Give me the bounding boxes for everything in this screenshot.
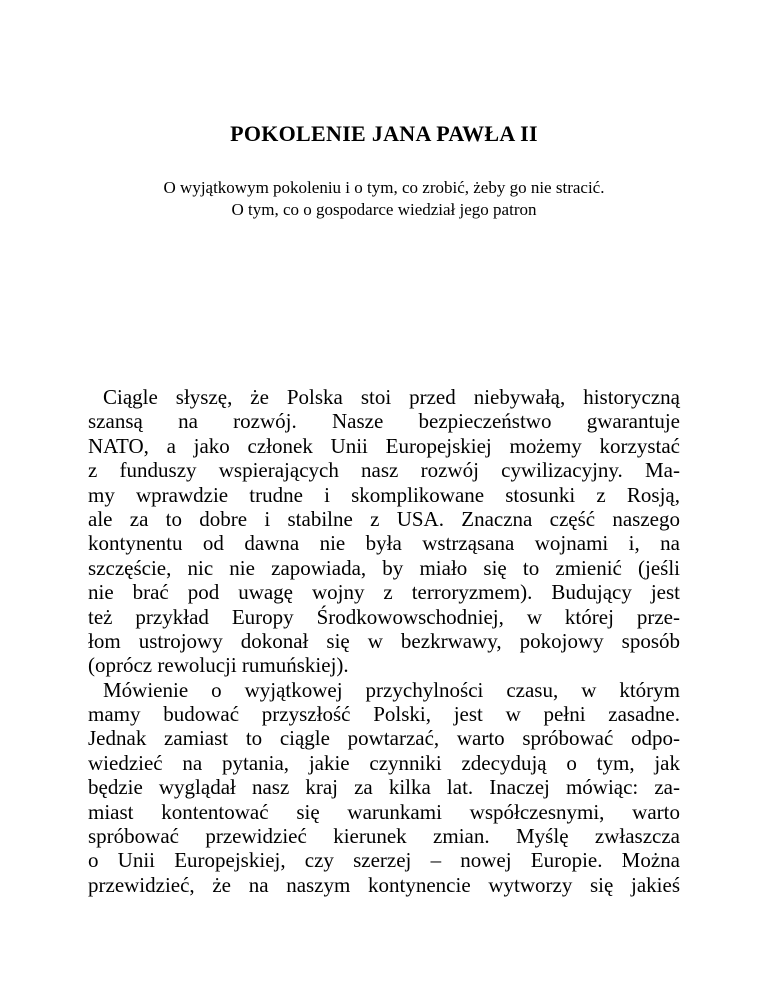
paragraph-1-line: NATO, a jako członek Unii Europejskiej możemy korzystać — [88, 433, 680, 458]
paragraph-1-line: my wprawdzie trudne i skomplikowane stosunki z Rosją, — [88, 482, 680, 507]
paragraph-2-line: będzie wyglądał nasz kraj za kilka lat. Inaczej mówiąc: za- — [88, 775, 680, 800]
paragraph-1-line: nie brać pod uwagę wojny z terroryzmem). Budujący jest — [88, 580, 680, 605]
paragraph-2-line: miast kontentować się warunkami współczesnymi, warto — [88, 799, 680, 824]
paragraph-2-line: Mówienie o wyjątkowej przychylności czasu, w którym — [103, 677, 680, 702]
paragraph-2-line: mamy budować przyszłość Polski, jest w pełni zasadne. — [88, 702, 680, 727]
paragraph-1-line: łom ustrojowy dokonał się w bezkrwawy, pokojowy sposób — [88, 628, 680, 653]
paragraph-1-line: ale za to dobre i stabilne z USA. Znaczna część naszego — [88, 506, 680, 531]
paragraph-1-line: kontynentu od dawna nie była wstrząsana wojnami i, na — [88, 531, 680, 556]
paragraph-2-line: przewidzieć, że na naszym kontynencie wytworzy się jakieś — [88, 872, 680, 897]
subtitle — [0, 177, 768, 221]
page-title: POKOLENIE JANA PAWŁA II — [230, 121, 538, 146]
paragraph-2-line: wiedzieć na pytania, jakie czynniki zdecydują o tym, jak — [88, 750, 680, 775]
body-text — [88, 385, 680, 897]
paragraph-1-line: z funduszy wspierających nasz rozwój cywilizacyjny. Ma- — [88, 458, 680, 483]
paragraph-2-line: Jednak zamiast to ciągle powtarzać, warto spróbować odpo- — [88, 726, 680, 751]
paragraph-1-line: też przykład Europy Środkowowschodniej, w której prze- — [88, 604, 680, 629]
paragraph-1-line: Ciągle słyszę, że Polska stoi przed niebywałą, historyczną — [103, 385, 680, 409]
subtitle-line: O tym, co o gospodarce wiedział jego patron — [231, 200, 537, 219]
paragraph-1-line: szczęście, nic nie zapowiada, by miało się to zmienić (jeśli — [88, 555, 680, 580]
paragraph-2-line: spróbować przewidzieć kierunek zmian. Myślę zwłaszcza — [88, 824, 680, 849]
paragraph-1-line: szansą na rozwój. Nasze bezpieczeństwo gwarantuje — [88, 409, 680, 434]
paragraph-2-line: o Unii Europejskiej, czy szerzej – nowej Europie. Można — [88, 848, 680, 873]
paragraph-1-line: (oprócz rewolucji rumuńskiej). — [88, 653, 349, 678]
subtitle-line: O wyjątkowym pokoleniu i o tym, co zrobić, żeby go nie stracić. — [163, 178, 605, 197]
